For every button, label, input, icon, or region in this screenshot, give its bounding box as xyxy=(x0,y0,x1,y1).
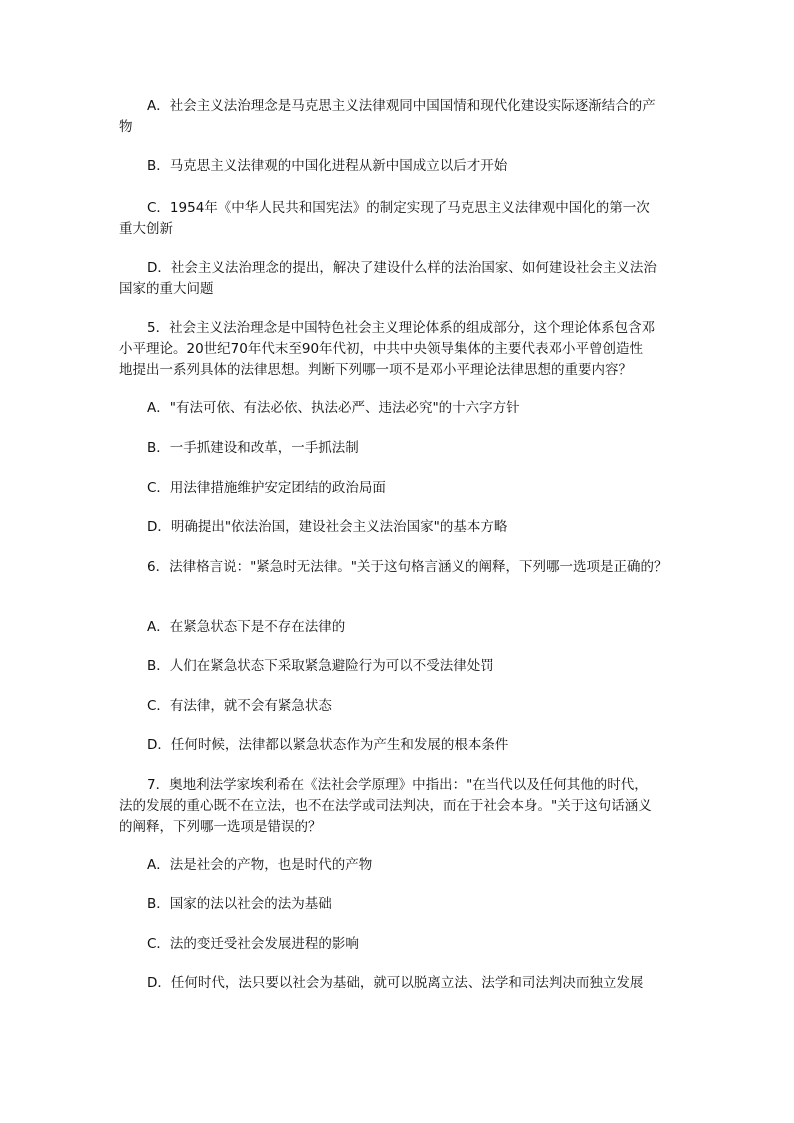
q7-option-a-text: A．法是社会的产物，也是时代的产物 xyxy=(147,857,373,873)
q4-option-b-text: B．马克思主义法律观的中国化进程从新中国成立以后才开始 xyxy=(147,158,508,174)
q5-option-a-text: A．"有法可依、有法必依、执法必严、违法必究"的十六字方针 xyxy=(147,400,520,416)
q4-option-a-line2: 物 xyxy=(119,119,133,135)
q5-option-c-text: C．用法律措施维护安定团结的政治局面 xyxy=(147,480,386,496)
q7-stem-line1: 7．奥地利法学家埃利希在《法社会学原理》中指出："在当代以及任何其他的时代， xyxy=(147,777,648,793)
q7-option-c xyxy=(119,934,679,955)
q7-option-b xyxy=(119,894,679,915)
q6-option-a-text: A．在紧急状态下是不存在法律的 xyxy=(147,619,346,635)
q7-stem xyxy=(119,775,679,838)
q7-option-b-text: B．国家的法以社会的法为基础 xyxy=(147,896,332,912)
q7-option-a xyxy=(119,855,679,876)
q6-option-d xyxy=(119,735,679,756)
q4-option-d-line1: D．社会主义法治理念的提出，解决了建设什么样的法治国家、如何建设社会主义法治 xyxy=(147,260,657,276)
q4-option-a-line1: A．社会主义法治理念是马克思主义法律观同中国国情和现代化建设实际逐渐结合的产 xyxy=(147,98,656,114)
q6-option-c-text: C．有法律，就不会有紧急状态 xyxy=(147,698,332,714)
q4-option-c-line2: 重大创新 xyxy=(119,221,173,237)
q5-stem-line1: 5．社会主义法治理念是中国特色社会主义理论体系的组成部分，这个理论体系包含邓 xyxy=(147,320,656,336)
q6-stem-text: 6．法律格言说："紧急时无法律。"关于这句格言涵义的阐释，下列哪一选项是正确的？ xyxy=(147,559,668,575)
q6-option-b xyxy=(119,656,679,677)
q5-option-b-text: B．一手抓建设和改革，一手抓法制 xyxy=(147,440,359,456)
q6-option-c xyxy=(119,696,679,717)
q6-option-d-text: D．任何时候，法律都以紧急状态作为产生和发展的根本条件 xyxy=(147,737,509,753)
q5-stem-line2: 小平理论。20世纪70年代末至90年代初，中共中央领导集体的主要代表邓小平曾创造性 xyxy=(119,341,644,357)
q6-option-b-text: B．人们在紧急状态下采取紧急避险行为可以不受法律处罚 xyxy=(147,658,494,674)
q6-option-a xyxy=(119,617,679,638)
q4-option-d xyxy=(119,258,679,300)
q7-option-d xyxy=(119,973,679,994)
q5-option-c xyxy=(119,478,679,499)
q7-stem-line2: 法的发展的重心既不在立法，也不在法学或司法判决，而在于社会本身。"关于这句话涵义 xyxy=(119,798,652,814)
q5-option-a xyxy=(119,398,679,419)
q7-option-d-text: D．任何时代，法只要以社会为基础，就可以脱离立法、法学和司法判决而独立发展 xyxy=(147,975,644,991)
q4-option-a xyxy=(119,96,679,138)
q6-stem xyxy=(119,557,679,578)
q4-option-b xyxy=(119,156,679,177)
q4-option-c-line1: C．1954年《中华人民共和国宪法》的制定实现了马克思主义法律观中国化的第一次 xyxy=(147,200,650,216)
q5-stem-line3: 地提出一系列具体的法律思想。判断下列哪一项不是邓小平理论法律思想的重要内容？ xyxy=(119,362,632,378)
q5-stem xyxy=(119,318,679,381)
q7-stem-line3: 的阐释，下列哪一选项是错误的？ xyxy=(119,819,322,835)
q5-option-d xyxy=(119,517,679,538)
q5-option-d-text: D．明确提出"依法治国，建设社会主义法治国家"的基本方略 xyxy=(147,519,508,535)
q5-option-b xyxy=(119,438,679,459)
q4-option-d-line2: 国家的重大问题 xyxy=(119,281,214,297)
q7-option-c-text: C．法的变迁受社会发展进程的影响 xyxy=(147,936,359,952)
q4-option-c xyxy=(119,198,679,240)
